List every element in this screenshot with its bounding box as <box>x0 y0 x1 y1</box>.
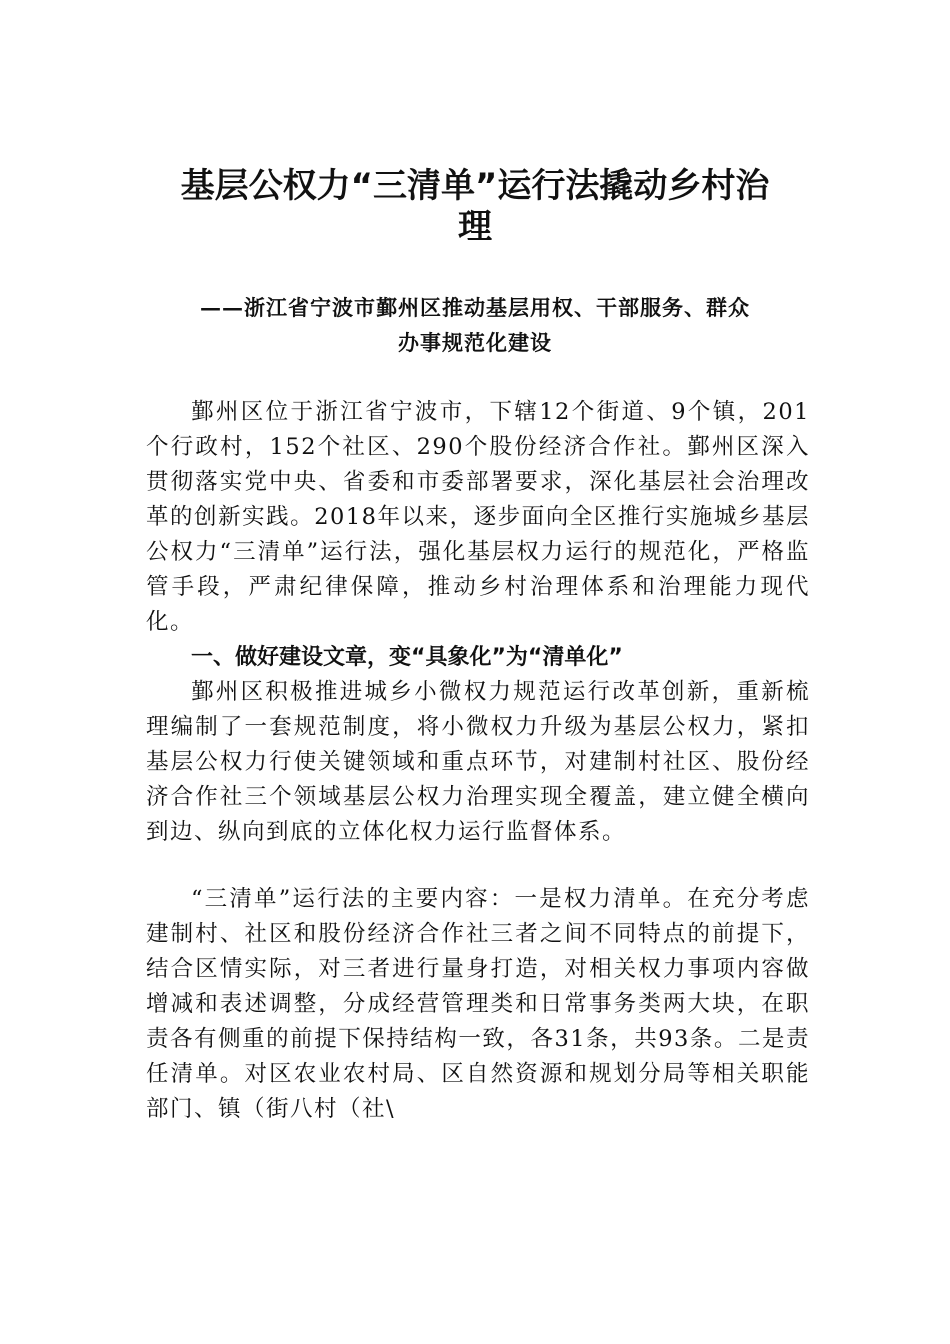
section-paragraph-1: 鄞州区积极推进城乡小微权力规范运行改革创新，重新梳理编制了一套规范制度，将小微权力升级为基层公权力，紧扣基层公权力行使关键领域和重点环节，对建制村社区、股份经济合作社三个领域基层公权力治理实现全覆盖，建立健全横向到边、纵向到底的立体化权力运行监督体系。 <box>146 679 810 845</box>
document-title-line2: 理 <box>458 207 492 247</box>
section-paragraph-2: “三清单”运行法的主要内容：一是权力清单。在充分考虑建制村、社区和股份经济合作社三者之间不同特点的前提下，结合区情实际，对三者进行量身打造，对相关权力事项内容做增减和表述调整，分成经营管理类和日常事务类两大块，在职责各有侧重的前提下保持结构一致，各31条，共93条。二是责任清单。对区农业农村局、区自然资源和规划分局等相关职能部门、镇（街八村（社\ <box>146 886 810 1122</box>
document-subtitle-line2: 办事规范化建设 <box>398 330 552 355</box>
section-heading: 一、做好建设文章，变“具象化”为“清单化” <box>191 645 623 670</box>
document-title-line1: 基层公权力“三清单”运行法撬动乡村治 <box>180 166 770 206</box>
intro-paragraph: 鄞州区位于浙江省宁波市，下辖12个街道、9个镇，201个行政村，152个社区、290个股份经济合作社。鄞州区深入贯彻落实党中央、省委和市委部署要求，深化基层社会治理改革的创新实践。2018年以来，逐步面向全区推行实施城乡基层公权力“三清单”运行法，强化基层权力运行的规范化，严格监管手段，严肃纪律保障，推动乡村治理体系和治理能力现代化。 <box>146 399 810 635</box>
document-subtitle-line1: ——浙江省宁波市鄞州区推动基层用权、干部服务、群众 <box>200 295 750 320</box>
